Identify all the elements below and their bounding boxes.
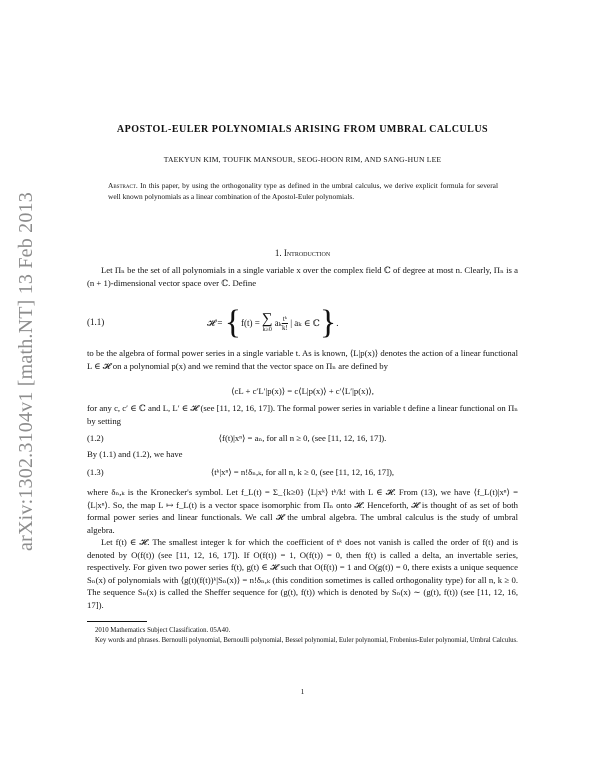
intro-paragraph-3: for any c, c′ ∈ ℂ and L, L′ ∈ 𝓗 (see [11, 12, 16, 17]). The formal power series in variable t define a linear functional on Πₙ by setting (87, 403, 518, 426)
equation-number: (1.1) (87, 317, 105, 327)
equation-1-3 (87, 467, 518, 481)
eq-lhs: 𝓗 = (207, 317, 223, 328)
footnote-msc: 2010 Mathematics Subject Classification. 05A40. (95, 627, 231, 634)
footnote-rule (87, 621, 147, 622)
equation-linear (87, 386, 518, 400)
page-number: 1 (300, 687, 305, 696)
eq-condition: | aₖ ∈ ℂ (290, 317, 320, 328)
equation-number: (1.2) (87, 433, 104, 443)
equation-number: (1.3) (87, 467, 104, 477)
eq-tail: . (336, 318, 339, 328)
fraction (282, 315, 288, 332)
equation-body: ⟨cL + c′L′|p(x)⟩ = c⟨L|p(x)⟩ + c′⟨L′|p(x)⟩, (231, 386, 374, 396)
equation-1-2 (87, 433, 518, 447)
sum-limit: k≥0 (262, 327, 272, 333)
equation-body: ⟨tᵏ|xⁿ⟩ = n!δₙ,ₖ, for all n, k ≥ 0, (see [11, 12, 16, 17]), (210, 467, 395, 477)
eq-set-open: f(t) = (241, 318, 260, 328)
intro-paragraph-4: By (1.1) and (1.2), we have (87, 449, 183, 459)
section-number: 1. (274, 248, 282, 258)
footnote-keywords: Key words and phrases. Bernoulli polynomial, Bernoulli polynomial, Bessel polynomial, Euler polynomial, Frobenius-Euler polynomial, Umbral Calculus. (95, 637, 518, 644)
equation-1-1 (87, 305, 518, 341)
intro-paragraph-6: Let f(t) ∈ 𝓗. The smallest integer k for which the coefficient of tᵏ does not vanish is called the order of f(t) and is denoted by O(f(t)) (see [11, 12, 16, 17]). If O(f(t)) = 1, O(f(t)) = 0, then f(t) is called a delta, an invertable series, respectively. For given two power series f(t), g(t) ∈ 𝓗 such that O(f(t)) = 1 and O(g(t)) = 0, there exists a unique sequence Sₙ(x) of polynomials with ⟨g(t)(f(t))ᵏ|Sₙ(x)⟩ = n!δₙ,ₖ (this condition sometimes is called orthogonality type) for all n, k ≥ 0. The sequence Sₙ(x) is called the Sheffer sequence for (g(t), f(t)) which is denoted by Sₙ(x) ∼ (g(t), f(t)) (see [11, 12, 16, 17]). (87, 537, 518, 610)
left-brace: { (224, 304, 242, 341)
sum-sign: ∑ (261, 311, 273, 327)
intro-paragraph-1: Let Πₙ be the set of all polynomials in a single variable x over the complex field ℂ of degree at most n. Clearly, Πₙ is a (n + 1)-dimensional vector space over ℂ. Define (87, 265, 518, 288)
right-brace: } (319, 304, 337, 341)
frac-den: k! (282, 323, 288, 332)
paper-title: APOSTOL-EULER POLYNOMIALS ARISING FROM UMBRAL CALCULUS (116, 124, 489, 135)
abstract-label: Abstract. (108, 181, 138, 190)
eq-term: aₖ (274, 317, 282, 328)
abstract-text: In this paper, by using the orthogonality type as defined in the umbral calculus, we derive explicit formula for several well known polynomials as a linear combination of the Apostol-Euler polynomials. (108, 181, 498, 201)
section-heading (87, 248, 518, 258)
intro-paragraph-5: where δₙ,ₖ is the Kronecker's symbol. Let f_L(t) = Σ_{k≥0} ⟨L|xᵏ⟩ tᵏ/k! with L ∈ 𝓗. From (13), we have ⟨f_L(t)|xⁿ⟩ = ⟨L|xⁿ⟩. So, the map L ↦ f_L(t) is a vector space isomorphic from Πₙ onto 𝓗. Henceforth, 𝓗 is thought of as set of both formal power series and linear functionals. We call 𝓗 the umbral algebra. The umbral calculus is the study of umbral algebra. (87, 487, 518, 535)
intro-paragraph-2: to be the algebra of formal power series in a single variable t. As is known, ⟨L|p(x)⟩ denotes the action of a linear functional L ∈ 𝓗 on a polynomial p(x) and we remind that the vector space on Πₙ are defined by (87, 348, 518, 371)
section-title: Introduction (283, 248, 331, 258)
abstract (108, 181, 498, 202)
author-list: TAEKYUN KIM, TOUFIK MANSOUR, SEOG-HOON RIM, AND SANG-HUN LEE (163, 155, 442, 164)
equation-body: ⟨f(t)|xⁿ⟩ = aₙ, for all n ≥ 0, (see [11, 12, 16, 17]). (218, 433, 387, 443)
arxiv-stamp: arXiv:1302.3104v1 [math.NT] 13 Feb 2013 (14, 191, 37, 551)
frac-num: tᵏ (282, 314, 287, 323)
summation (262, 312, 273, 334)
